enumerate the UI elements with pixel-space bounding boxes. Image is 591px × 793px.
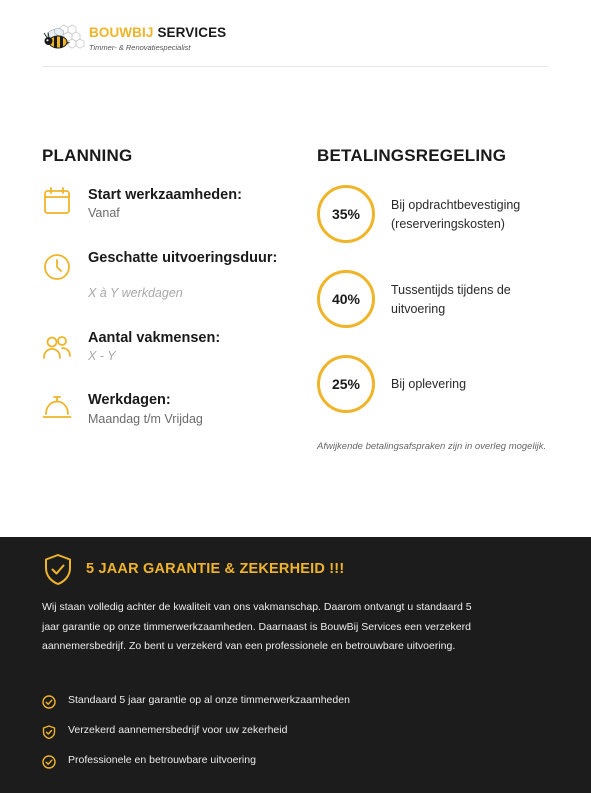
people-icon [42,332,72,362]
service-bell-icon [42,392,72,422]
payment-description: Tussentijds tijdens de uitvoering [391,283,511,316]
planning-title: PLANNING [42,146,133,165]
planning-item-label: Werkdagen: [88,392,171,408]
planning-item-value: X - Y [88,349,116,363]
header [42,20,548,67]
payment-note: Afwijkende betalingsafspraken zijn in overleg mogelijk. [317,441,547,452]
check-circle-icon [42,755,56,769]
guarantee-section [0,537,591,793]
brand-name [89,25,226,40]
brand [89,25,226,52]
brand-tagline: Timmer- & Renovatiespecialist [89,43,191,52]
planning-item-value: Vanaf [88,206,120,220]
payment-item [317,355,557,413]
guarantee-list-item [42,752,542,782]
brand-name-secondary: SERVICES [157,25,227,40]
guarantee-paragraph: Wij staan volledig achter de kwaliteit van ons vakmanschap. Daarom ontvangt u standaard 5 jaar garantie op onze timmerwerkzaamheden. Daarnaast is BouwBij Services een verzekerd aannemersbedrijf. Zo bent u verzekerd van een professionele en betrouwbare uitvoering. [42,601,472,652]
brand-name-primary: BOUWBIJ [89,25,154,40]
guarantee-list-text: Standaard 5 jaar garantie op al onze timmerwerkzaamheden [68,694,350,706]
payment-percent: 25% [317,355,375,413]
guarantee-list [42,692,542,782]
planning-item-value: X à Y werkdagen [88,286,183,300]
shield-check-icon [42,725,56,739]
planning-item-label: Start werkzaamheden: [88,187,242,203]
payment-percent: 40% [317,270,375,328]
planning-item-label: Geschatte uitvoeringsduur: [88,250,278,266]
payment-percent: 35% [317,185,375,243]
payment-title: BETALINGSREGELING [317,146,507,165]
payment-description: Bij opdrachtbevestiging (reserveringskosten) [391,198,521,231]
clock-icon [42,252,72,282]
guarantee-list-item [42,692,542,722]
check-circle-icon [42,695,56,709]
guarantee-list-text: Professionele en betrouwbare uitvoering [68,754,256,766]
calendar-icon [42,186,72,216]
planning-item-value: Maandag t/m Vrijdag [88,412,203,426]
guarantee-list-item [42,722,542,752]
planning-item-label: Aantal vakmensen: [88,330,221,346]
guarantee-list-text: Verzekerd aannemersbedrijf voor uw zekerheid [68,724,288,736]
guarantee-title: 5 JAAR GARANTIE & ZEKERHEID !!! [86,561,345,577]
payment-description: Bij oplevering [391,377,467,391]
payment-item [317,185,557,243]
payment-item [317,270,557,328]
shield-check-icon [43,553,73,586]
bee-logo-icon [42,22,86,56]
